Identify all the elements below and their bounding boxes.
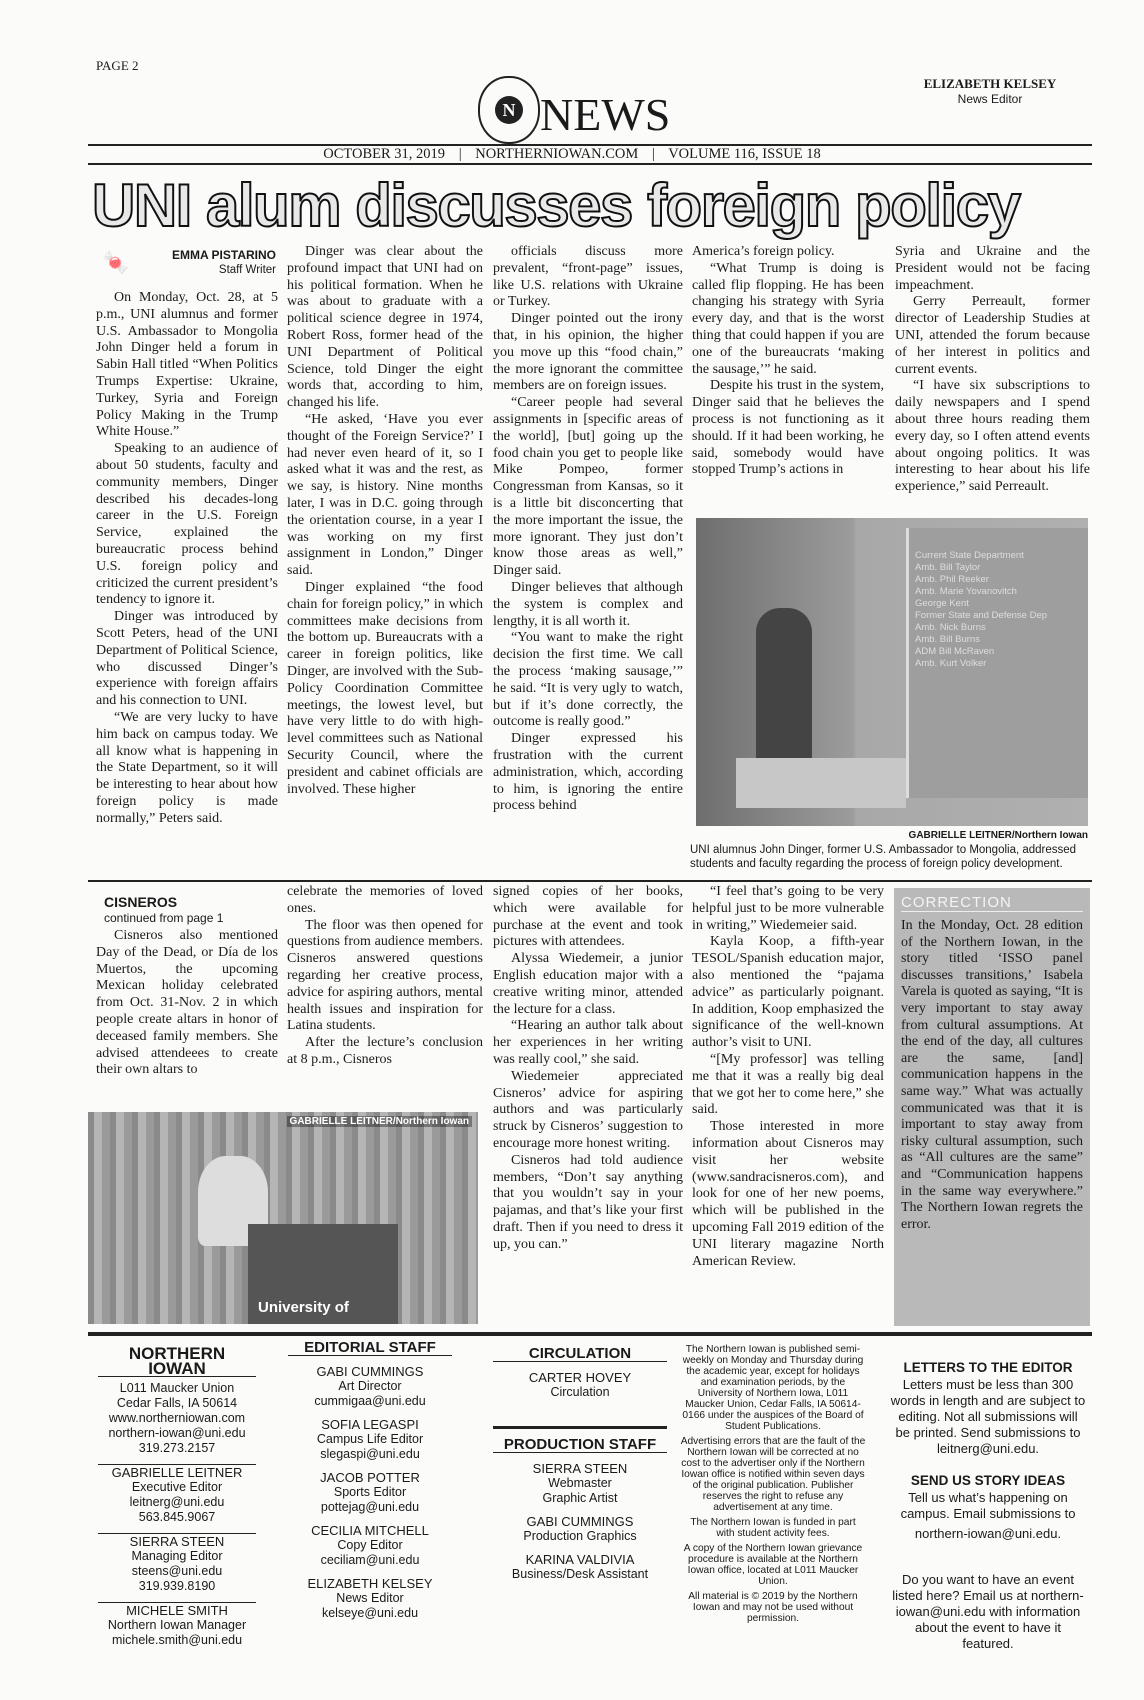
staff-detail: Circulation [550, 1385, 610, 1399]
ideas-body: Tell us what’s happening on campus. Email submissions to [900, 1490, 1076, 1521]
editorial-staff-box [288, 1340, 452, 1621]
staff-detail[interactable]: steens@uni.edu [131, 1564, 223, 1578]
staff-name: SIERRA STEEN [532, 1461, 628, 1476]
paragraph: “He asked, ‘Have you ever thought of the Foreign Service?’ I had never even heard of it, so I asked what it was and the rest, as we say, is history. Nine months later, I was in D.C. going through the orientation course, in a year I was working on my first assignment in London,” Dinger said. [287, 411, 483, 579]
byline-title: Staff Writer [218, 264, 276, 276]
section-title: NEWS [540, 89, 671, 140]
text-line: Advertising errors that are the fault of the Northern Iowan will be corrected at no cost to the advertiser only if the Northern Iowan office is notified within seven days of the original publication. Publisher reserves the right to refuse any advertisement at any time. [680, 1436, 866, 1513]
staff-detail[interactable]: slegaspi@uni.edu [320, 1447, 420, 1461]
staff-detail: Sports Editor [333, 1485, 407, 1499]
staff-detail: 319.939.8190 [138, 1579, 216, 1593]
staff-name: GABI CUMMINGS [316, 1364, 424, 1379]
jump-heading: CISNEROS [104, 894, 178, 910]
paragraph: America’s foreign policy. [692, 244, 835, 259]
paragraph: Syria and Ukraine and the President would not be facing impeachment. [895, 244, 1090, 293]
staff-detail: Business/Desk Assistant [511, 1567, 649, 1581]
candy-icon: 🍬 [102, 250, 130, 275]
ni-title: NORTHERN IOWAN [98, 1346, 256, 1377]
staff-name: CECILIA MITCHELL [311, 1523, 429, 1538]
editor-title: News Editor [957, 92, 1023, 106]
byline [96, 248, 276, 288]
paragraph: “You want to make the right decision the first time. We call the process ‘making sausage,’” he said. “It is very ugly to watch, but if it’s done correctly, the outcome is really good.” [493, 630, 683, 730]
byline-name: EMMA PISTARINO [172, 248, 276, 262]
ni-address [98, 1381, 256, 1456]
projection-screen [906, 528, 1088, 798]
paragraph: “Career people had several assignments in [specific areas of the world], [but] going up the food chain you get to people like Mike Pompeo, former Congressman from Kansas, so it is a little bit disconcerting that the more important the issue, the more ignorant. They just don’t know those areas as well,” Dinger said. [493, 395, 683, 579]
staff-detail: 563.845.9067 [138, 1510, 216, 1524]
staff-detail: Copy Editor [337, 1538, 403, 1552]
pumpkin-logo-icon [478, 76, 540, 144]
letters-body: Letters must be less than 300 words in length and are subject to editing. Not all submissions will be printed. Send submissions to leitnerg@uni.edu. [890, 1377, 1086, 1456]
photo-credit: GABRIELLE LEITNER/Northern Iowan [287, 1116, 472, 1127]
article-column-5 [895, 244, 1090, 496]
section-rule [88, 880, 1092, 882]
table [736, 758, 906, 808]
staff-detail: Executive Editor [131, 1480, 223, 1494]
jump-continued: continued from page 1 [104, 911, 224, 925]
paragraph: “What Trump is doing is called flip flopping. He has been changing his strategy with Syria every day, and that is the worst thing that could happen if you are one of the bureaucrats ‘making the sausage,’” he said. [692, 260, 884, 377]
website-link[interactable]: NORTHERNIOWAN.COM [475, 146, 639, 162]
staff-name: GABRIELLE LEITNER [98, 1464, 256, 1480]
paragraph: Kayla Koop, a fifth-year TESOL/Spanish education major, also mentioned the “pajama advice” as particularly poignant. In addition, Koop emphasized the significance of the well-known author’s visit to UNI. [692, 934, 884, 1051]
logo-letter: N [495, 96, 523, 124]
staff-detail: Production Graphics [523, 1529, 637, 1543]
staff-name: JACOB POTTER [320, 1470, 420, 1485]
photo-caption: UNI alumnus John Dinger, former U.S. Ambassador to Mongolia, addressed students and faculty regarding the process of foreign policy development. [690, 844, 1077, 870]
text-line: Former State and Defense Dep [915, 610, 1048, 621]
staff-name: MICHELE SMITH [98, 1602, 256, 1618]
text-line: Current State Department [915, 550, 1024, 561]
editorial-title: EDITORIAL STAFF [288, 1340, 452, 1356]
cisneros-column-3 [493, 884, 683, 1254]
staff-detail[interactable]: cummigaa@uni.edu [314, 1394, 426, 1408]
paragraph: Dinger was clear about the profound impact that UNI had on his political formation. When he was about to graduate with a political science degree in 1974, Robert Ross, former head of the UNI Department of Political Science, told Dinger the eight words that, according to him, changed his life. [287, 244, 483, 411]
text-line: Amb. Nick Burns [915, 622, 986, 633]
article-column-3 [493, 244, 683, 815]
paragraph: “[My professor] was telling me that it was a really big deal that we got her to come here,” she said. [692, 1051, 884, 1118]
correction-body: In the Monday, Oct. 28 edition of the Northern Iowan, in the story titled ‘ISSO panel discusses transitions,’ Isabela Varela is quoted as saying, “It is very important to stay away from cultural assumptions. At the end of the day, all cultures are the same, [and] communication happens in the same way.” What was actually communicated was that it is important to stay away from risky cultural assumption, such as “All cultures are the same” and “Communication happens in the same way everywhere.” The Northern Iowan regrets the error. [901, 918, 1083, 1232]
circulation-title: CIRCULATION [493, 1346, 667, 1362]
staff-name: SIERRA STEEN [98, 1533, 256, 1549]
podium [248, 1224, 398, 1324]
ideas-email[interactable]: northern-iowan@uni.edu. [914, 1526, 1062, 1541]
staff-detail: Webmaster [548, 1476, 612, 1490]
editor-name: ELIZABETH KELSEY [923, 76, 1057, 91]
article-column-4 [692, 244, 884, 479]
volume-issue: VOLUME 116, ISSUE 18 [668, 146, 821, 162]
text-line: www.northerniowan.com [108, 1411, 246, 1425]
text-line: ADM Bill McRaven [915, 646, 995, 657]
letters-box [890, 1360, 1086, 1652]
issue-date: OCTOBER 31, 2019 [323, 146, 446, 162]
paragraph: Dinger pointed out the irony that, in his opinion, the higher you move up this “food chain,” the more ignorant the committee members are on foreign issues. [493, 311, 683, 394]
paragraph: Dinger expressed his frustration with the current administration, which, according to him, is ignoring the entire process behind [493, 731, 683, 814]
paragraph: officials discuss more prevalent, “front-page” issues, like U.S. relations with Ukraine or Turkey. [493, 244, 683, 310]
circulation-box [493, 1346, 667, 1582]
staff-detail[interactable]: michele.smith@uni.edu [111, 1633, 243, 1647]
correction-title: CORRECTION [901, 894, 1083, 912]
headline: UNI alum discusses foreign policy [92, 172, 1020, 239]
paragraph: “Hearing an author talk about her experiences in her writing was really cool,” she said. [493, 1018, 683, 1067]
paragraph: Wiedemeier appreciated Cisneros’ advice for aspiring authors and was particularly struck by Cisneros’ suggestion to encourage more honest writing. [493, 1068, 683, 1151]
dinger-photo [696, 518, 1088, 826]
paragraph: Speaking to an audience of about 50 students, faculty and community members, Dinger described his decades-long career in the U.S. Foreign Service, explained the bureaucratic process behind U.S. foreign policy and criticized the current president’s tendency to ignore it. [96, 441, 278, 608]
editorial-people [288, 1364, 452, 1621]
paragraph: Dinger was introduced by Scott Peters, head of the UNI Department of Political Science, who discussed Dinger’s experience with foreign affairs and his connection to UNI. [96, 609, 278, 709]
speaker-figure [756, 608, 812, 768]
staff-detail: Campus Life Editor [316, 1432, 424, 1446]
text-line: 319.273.2157 [138, 1441, 216, 1455]
text-line: Amb. Bill Burns [915, 634, 980, 645]
screen-text [909, 528, 1088, 692]
staff-name: GABI CUMMINGS [526, 1514, 634, 1529]
ni-people [98, 1464, 256, 1648]
staff-detail[interactable]: pottejag@uni.edu [320, 1500, 420, 1514]
paragraph: Cisneros also mentioned Day of the Dead, or Día de los Muertos, the upcoming Mexican holiday celebrated from Oct. 31-Nov. 2 in which people create altars in honor of deceased family members. She advised attendeees to create their own altars to [96, 928, 278, 1078]
staff-name: KARINA VALDIVIA [525, 1552, 635, 1567]
paragraph: celebrate the memories of loved ones. [287, 884, 483, 916]
ideas-title: SEND US STORY IDEAS [910, 1473, 1066, 1488]
article-column-1 [96, 290, 278, 828]
staff-name: ELIZABETH KELSEY [307, 1576, 433, 1591]
event-info: Do you want to have an event listed here? Email us at northern-iowan@uni.edu with information about the event to have it featured. [892, 1572, 1084, 1651]
staff-name: SOFIA LEGASPI [321, 1417, 419, 1432]
cisneros-photo [88, 1112, 478, 1324]
staff-rule [88, 1332, 1092, 1336]
production-title: PRODUCTION STAFF [493, 1437, 667, 1453]
text-line: The Northern Iowan is funded in part with student activity fees. [690, 1517, 856, 1539]
paragraph: Those interested in more information about Cisneros may visit her website (www.sandracisneros.com), and look for one of her new poems, which will be published in the upcoming Fall 2019 edition of the UNI literary magazine North American Review. [692, 1119, 884, 1269]
text-line: northern-iowan@uni.edu [108, 1426, 246, 1440]
text-line: Amb. Kurt Volker [915, 658, 987, 669]
staff-detail: News Editor [336, 1591, 404, 1605]
paragraph: Dinger believes that although the system is complex and lengthy, it is all worth it. [493, 579, 683, 629]
paragraph: “I have six subscriptions to daily newspapers and I spend about three hours reading them every day, so I often attend events about ongoing politics. It was interesting to hear about his life experience,” said Perreault. [895, 378, 1090, 495]
dateline: OCTOBER 31, 2019 | NORTHERNIOWAN.COM | VOLUME 116, ISSUE 18 [323, 146, 821, 162]
paragraph: “I feel that’s going to be very helpful just to be more vulnerable in writing,” Wiedemeier said. [692, 884, 884, 933]
circulation-people [493, 1370, 667, 1400]
article-column-2 [287, 244, 483, 798]
text-line: L011 Maucker Union [119, 1381, 235, 1395]
text-line: The Northern Iowan is published semi-weekly on Monday and Thursday during the academic year, except for holidays and examination periods, by the University of Northern Iowa, L011 Maucker Union, Cedar Falls, IA 50614-0166 under the auspices of the Board of Student Publications. [682, 1344, 864, 1432]
production-people [493, 1461, 667, 1582]
staff-detail: Managing Editor [131, 1549, 223, 1563]
staff-detail: Graphic Artist [542, 1491, 618, 1505]
correction-box [894, 888, 1090, 1326]
paragraph: The floor was then opened for questions from audience members. Cisneros answered questions regarding her creative process, advice for aspiring authors, mental health issues and inspiration for Latina students. [287, 917, 483, 1034]
text-line: Amb. Bill Taylor [915, 562, 981, 573]
paragraph: On Monday, Oct. 28, at 5 p.m., UNI alumnus and former U.S. Ambassador to Mongolia John Dinger held a forum in Sabin Hall titled “When Politics Trumps Expertise: Ukraine, Turkey, Syria and Foreign Policy Making in the Trump White House.” [96, 290, 278, 440]
cisneros-column-4 [692, 884, 884, 1270]
paragraph: Cisneros had told audience members, “Don’t say anything that you wouldn’t say in your pajamas, and that’s like your first draft. Then if you need to dress it up, you can.” [493, 1152, 683, 1252]
photo-credit: GABRIELLE LEITNER/Northern Iowan [908, 830, 1088, 841]
text-line: George Kent [915, 598, 969, 609]
paragraph: Dinger explained “the food chain for foreign policy,” in which committees make decisions from the bottom up. Bureaucrats with a career in foreign politics, like Dinger, are involved with the Sub-Policy Coordination Committee meetings, the lowest level, but have very little to do with high-level committees such as National Security Council, where the president and cabinet officials are involved. These higher [287, 579, 483, 797]
paragraph: “We are very lucky to have him back on campus today. We all know what is happening in the State Department, so it will be interesting to hear about how foreign policy is made normally,” Peters said. [96, 709, 278, 826]
text-line: A copy of the Northern Iowan grievance procedure is available at the Northern Iowan office, located at L011 Maucker Union. [683, 1543, 863, 1587]
cisneros-column-1 [96, 928, 278, 1079]
paragraph: Gerry Perreault, former director of Leadership Studies at UNI, attended the forum because of her interest in politics and current events. [895, 294, 1090, 377]
text-line: Amb. Phil Reeker [915, 574, 989, 585]
cisneros-column-2 [287, 884, 483, 1069]
staff-detail[interactable]: leitnerg@uni.edu [129, 1495, 225, 1509]
staff-detail[interactable]: kelseye@uni.edu [321, 1606, 419, 1620]
staff-detail: Northern Iowan Manager [107, 1618, 247, 1632]
staff-detail[interactable]: ceciliam@uni.edu [320, 1553, 420, 1567]
paragraph: After the lecture’s conclusion at 8 p.m., Cisneros [287, 1035, 483, 1067]
staff-detail: Art Director [338, 1379, 402, 1393]
staff-name: CARTER HOVEY [528, 1370, 632, 1385]
paragraph: signed copies of her books, which were available for purchase at the event and took pictures with attendees. [493, 884, 683, 950]
page-number: PAGE 2 [96, 58, 139, 73]
text-line: Amb. Marie Yovanovitch [915, 586, 1017, 597]
northern-iowan-box [98, 1346, 256, 1648]
text-line: All material is © 2019 by the Northern Iowan and may not be used without permission. [688, 1591, 858, 1624]
podium-text: University of [258, 1299, 349, 1316]
publication-info [680, 1344, 866, 1628]
dateline-rule [88, 163, 1092, 165]
text-line: Cedar Falls, IA 50614 [116, 1396, 238, 1410]
paragraph: Alyssa Wiedemeir, a junior English education major with a creative writing minor, attended the lecture for a class. [493, 951, 683, 1017]
letters-title: LETTERS TO THE EDITOR [903, 1360, 1073, 1375]
paragraph: Despite his trust in the system, Dinger said that he believes the process is not functioning as it should. If it had been working, he said, somebody would have stopped Trump’s actions in [692, 378, 884, 478]
